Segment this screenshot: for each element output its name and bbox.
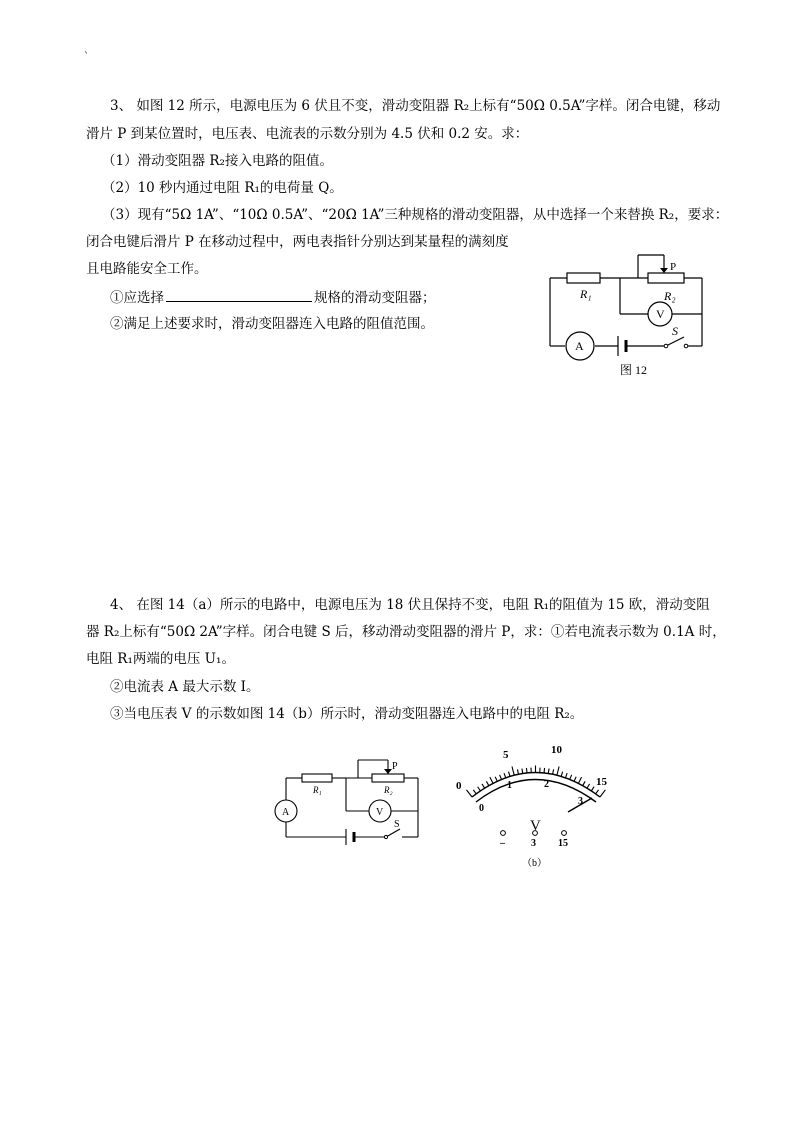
q3-line-3: （1）滑动变阻器 R₂接入电路的阻值。 xyxy=(102,153,333,169)
dial-tick xyxy=(500,775,502,780)
dial-tick xyxy=(548,769,549,774)
figure-14a-circuit xyxy=(268,755,428,850)
dial-tick xyxy=(522,769,523,774)
q4-line-5: ③当电压表 V 的示数如图 14（b）所示时，滑动变阻器连入电路中的电阻 R₂。 xyxy=(110,706,584,722)
q3-sub1-prefix: ①应选择 xyxy=(110,290,164,306)
outer-scale-5: 5 xyxy=(503,749,509,761)
terminal-label-negative: – xyxy=(500,838,505,849)
dial-tick xyxy=(504,773,506,778)
dial-tick xyxy=(565,773,567,778)
dial-tick xyxy=(544,768,545,773)
q4-line-3: 电阻 R₁两端的电压 U₁。 xyxy=(86,651,235,667)
q3-line-5: （3）现有“5Ω 1A”、“10Ω 0.5A”、“20Ω 1A”三种规格的滑动变阻器，从中选择一个来替换 R₂，要求： xyxy=(102,207,729,223)
dial-tick xyxy=(553,769,554,774)
dial-tick xyxy=(495,777,497,782)
outer-scale-0: 0 xyxy=(456,780,462,792)
fig14a-voltmeter-label: V xyxy=(376,807,384,818)
answer-blank[interactable] xyxy=(166,287,312,302)
q3-subquestion-1 xyxy=(110,287,436,308)
inner-scale-0: 0 xyxy=(479,803,484,814)
fig12-p-label: P xyxy=(670,261,677,273)
q3-line-1: 3、 如图 12 所示，电源电压为 6 伏且不变，滑动变阻器 R₂上标有“50Ω 0.5A”字样。闭合电键，移动 xyxy=(110,98,721,114)
dial-tick xyxy=(466,790,472,797)
terminal-negative xyxy=(501,831,506,836)
inner-scale-1: 1 xyxy=(507,780,512,791)
dial-tick xyxy=(473,790,476,794)
fig12-switch-label: S xyxy=(672,324,678,338)
figure-12-circuit xyxy=(540,250,715,380)
fig14a-switch-label: S xyxy=(394,819,400,830)
dial-tick xyxy=(596,790,599,794)
terminal-label-15: 15 xyxy=(558,838,568,849)
q4-line-4: ②电流表 A 最大示数 I。 xyxy=(110,679,260,695)
inner-scale-2: 2 xyxy=(544,779,549,790)
inner-scale-3: 3 xyxy=(578,796,583,807)
q4-line-1: 4、 在图 14（a）所示的电路中，电源电压为 18 伏且保持不变，电阻 R₁的阻值为 15 欧，滑动变阻 xyxy=(110,597,710,613)
dial-tick xyxy=(591,787,594,791)
fig12-voltmeter-label: V xyxy=(656,307,665,321)
q3-line-4: （2）10 秒内通过电阻 R₁的电荷量 Q。 xyxy=(102,180,343,196)
outer-scale-15: 15 xyxy=(596,776,607,788)
dial-tick xyxy=(583,781,585,785)
fig14a-r2-label: R₂ xyxy=(384,785,393,795)
dial-tick xyxy=(512,767,514,776)
dial-tick xyxy=(587,784,590,788)
dial-tick xyxy=(517,769,518,774)
dial-tick xyxy=(578,777,581,783)
dial-tick xyxy=(478,787,481,791)
terminal-label-3: 3 xyxy=(531,838,536,849)
meter-symbol: V xyxy=(530,818,541,834)
q3-line-7: 且电路能安全工作。 xyxy=(86,261,208,277)
q3-line-2: 滑片 P 到某位置时，电压表、电流表的示数分别为 4.5 伏和 0.2 安。求： xyxy=(86,126,529,142)
fig12-r2-label: R₂ xyxy=(664,289,676,303)
corner-mark: ` xyxy=(84,52,89,63)
dial-tick xyxy=(482,784,485,788)
dial-tick xyxy=(561,772,562,777)
dial-tick xyxy=(557,766,559,775)
fig14a-p-label: P xyxy=(392,761,398,772)
dial-tick xyxy=(570,775,572,780)
fig12-caption: 图 12 xyxy=(620,363,648,377)
q4-line-2: 器 R₂上标有“50Ω 2A”字样。闭合电键 S 后，移动滑动变阻器的滑片 P，求：①若电流表示数为 0.1A 时， xyxy=(86,624,726,640)
q3-subquestion-2: ②满足上述要求时，滑动变阻器连入电路的阻值范围。 xyxy=(110,316,434,332)
dial-tick xyxy=(574,777,576,782)
q3-sub1-suffix: 规格的滑动变阻器； xyxy=(314,290,436,306)
figure-14b-voltmeter xyxy=(450,740,620,870)
fig14a-r1-label: R₁ xyxy=(313,785,322,795)
dial-tick xyxy=(600,790,605,797)
terminal-15 xyxy=(562,831,567,836)
outer-scale-10: 10 xyxy=(551,744,562,756)
fig14b-caption: （b） xyxy=(522,858,547,869)
fig12-ammeter-label: A xyxy=(575,339,584,353)
fig14a-ammeter-label: A xyxy=(282,807,290,818)
dial-tick xyxy=(509,772,510,777)
q3-line-6: 闭合电键后滑片 P 在移动过程中，两电表指针分别达到某量程的满刻度 xyxy=(86,234,509,250)
fig12-r1-label: R₁ xyxy=(580,287,592,301)
dial-tick xyxy=(486,781,488,785)
dial-tick xyxy=(526,768,527,773)
dial-tick xyxy=(490,777,493,783)
